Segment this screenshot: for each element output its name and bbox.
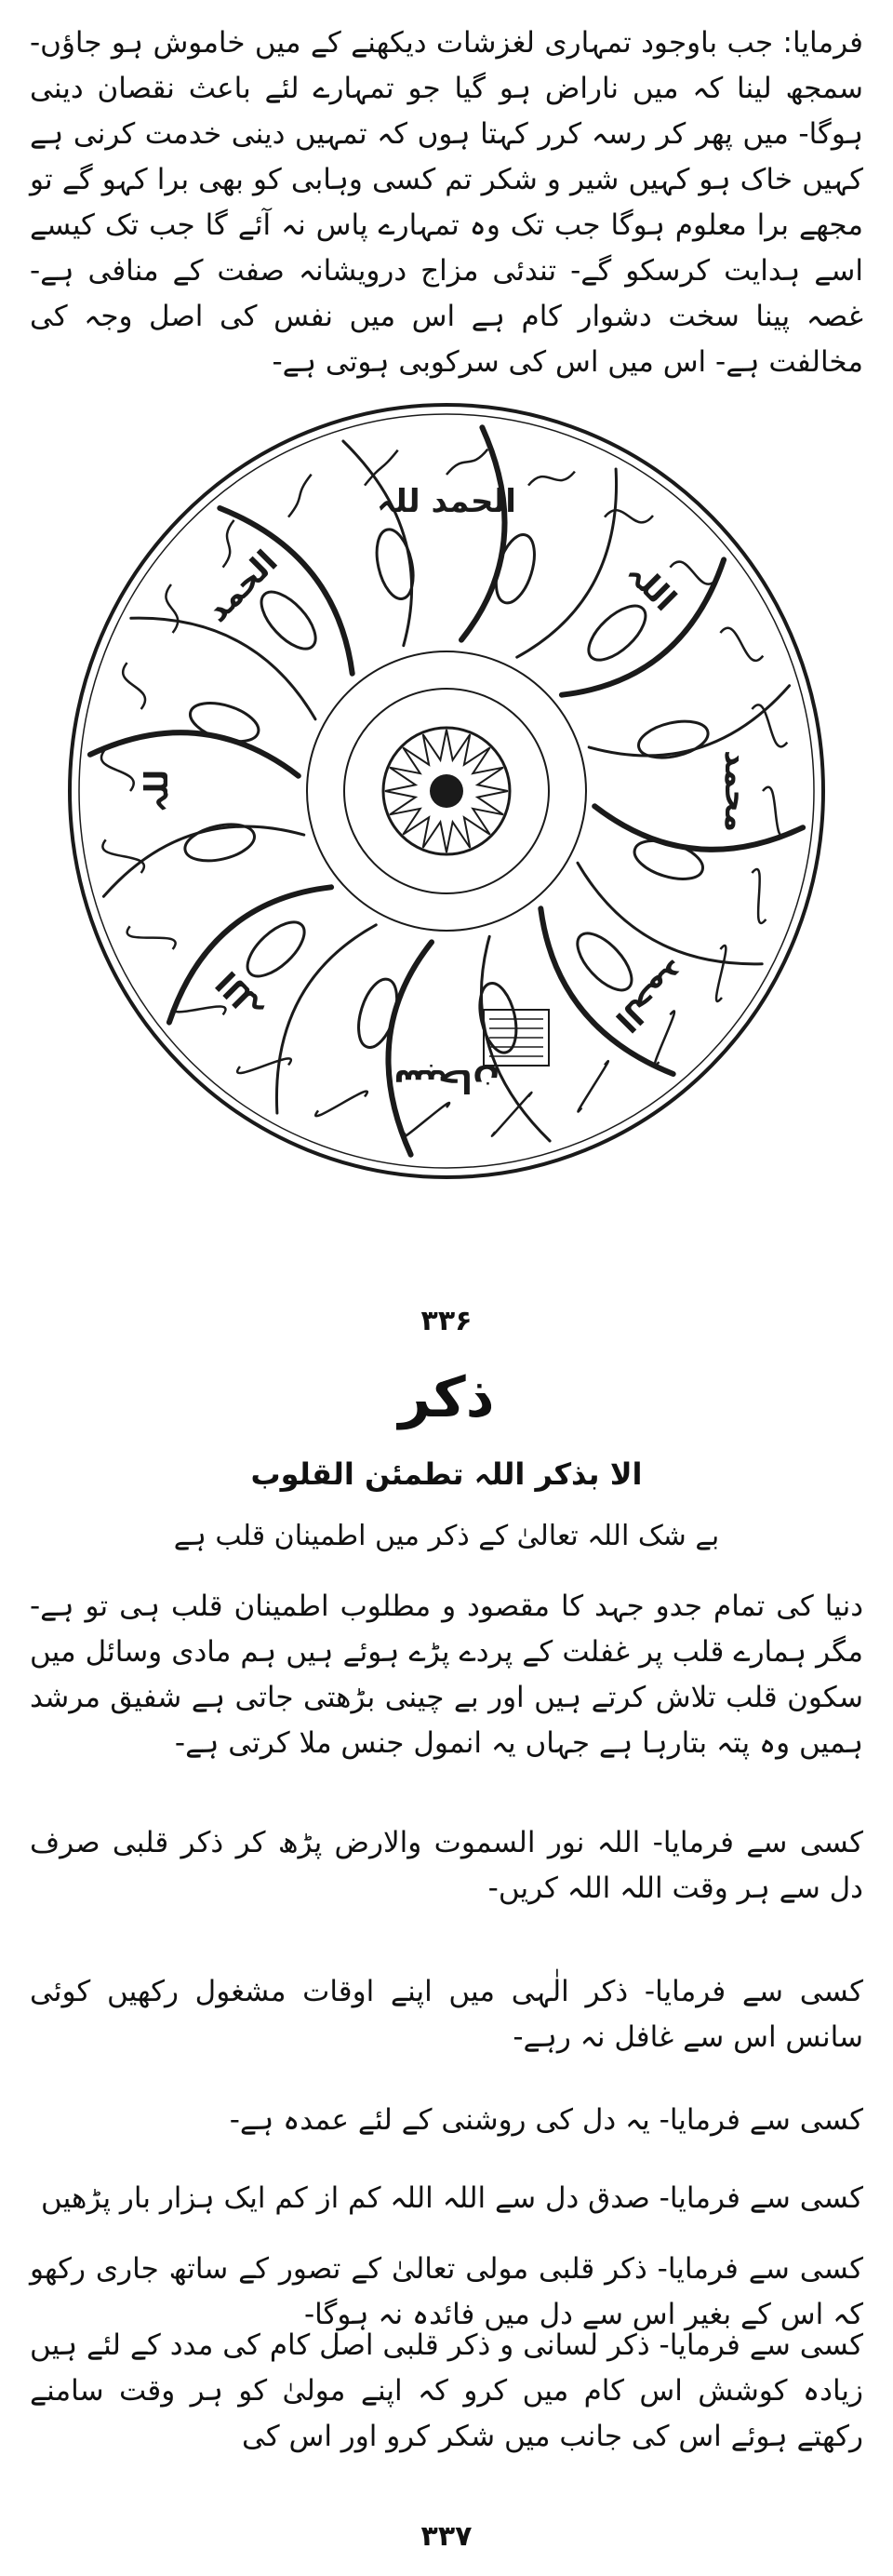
calligraphy-swirl [578, 1061, 607, 1111]
medallion-center [430, 774, 463, 808]
calligraphy-swirl [288, 475, 312, 517]
calligraphy-stroke [388, 942, 432, 1154]
calligraphy-swirl [752, 704, 787, 746]
calligraphy-loop [238, 913, 313, 986]
calligraphy-swirl [605, 510, 653, 522]
calligraphy-swirl [237, 1058, 291, 1073]
calligraphy-swirl [528, 472, 575, 486]
calligraphy-swirl [223, 520, 234, 568]
paragraph-saying: کسی سے فرمایا- اللہ نور السموت والارض پڑھ کر ذکر قلبی صرف دل سے ہر وقت اللہ اللہ کریں- [30, 1826, 863, 1905]
paragraph-saying: کسی سے فرمایا- یہ دل کی روشنی کے لئے عمدہ ہے- [229, 2103, 863, 2137]
calligraphy-loop [630, 833, 707, 886]
calligraphy-stroke [276, 925, 376, 1113]
calligraphy-swirl [173, 1003, 226, 1014]
paragraph-intro: دنیا کی تمام جدو جہد کا مقصود و مطلوب اطمینان قلب ہی تو ہے- مگر ہمارے قلب پر غفلت کے پردے پڑے ہوئے ہیں ہم مادی وسائل میں سکون قلب تلاش کرتے ہیں اور بے چینی بڑھتی جاتی ہے شفیق مرشد ہمیں وہ پتہ بتارہا ہے جہاں یہ انمول جنس ملا کرتی ہے- [30, 1590, 863, 1760]
calligraphy-swirl [127, 926, 176, 949]
verse-translation: بے شک اللہ تعالیٰ کے ذکر میں اطمینان قلب ہے [173, 1520, 720, 1552]
paragraph-saying: کسی سے فرمایا- ذکر لسانی و ذکر قلبی اصل کام کی مدد کے لئے ہیں زیادہ کوشش اس کام میں کرو کہ اپنے مولیٰ کو ہر وقت سامنے رکھتے ہوئے اس کی جانب میں شکر کرو اور اس کی [30, 2328, 863, 2453]
calligraphy-swirl [403, 1103, 449, 1137]
calligraphy-word: محمد [717, 750, 754, 832]
calligraphy-swirl [101, 750, 134, 791]
calligraphy-word: اللہ [209, 963, 274, 1028]
calligraphy-swirl [365, 450, 398, 486]
calligraphy-stroke [461, 427, 505, 639]
page-number: ۳۳۷ [420, 2520, 473, 2553]
calligraphy-word: الحمد [198, 543, 286, 630]
calligraphy-word: اللہ [619, 554, 684, 619]
calligraphy-swirl [102, 839, 144, 873]
calligraphy-swirl [315, 1092, 367, 1117]
calligraphy-swirl [446, 449, 487, 475]
section-heading: ذکر [398, 1365, 495, 1430]
calligraphy-loop [488, 530, 541, 608]
paragraph-saying: کسی سے فرمایا- ذکر الٰہی میں اپنے اوقات مشغول رکھیں کوئی سانس اس سے غافل نہ رہے- [30, 1975, 863, 2054]
calligraphy-stroke [90, 732, 299, 776]
quranic-verse: الا بذکر اللہ تطمئن القلوب [250, 1456, 643, 1492]
calligraphy-swirl [166, 584, 178, 633]
calligraphy-word: الحمد للہ [377, 483, 516, 520]
calligraphy-loop [252, 583, 325, 657]
calligraphy-word: الحمد [607, 952, 695, 1040]
calligraphy-medallion-icon [63, 398, 830, 1184]
calligraphy-swirl [763, 787, 788, 837]
calligraphy-loop [371, 526, 420, 602]
calligraphy-swirl [670, 562, 717, 584]
calligraphy-stroke [517, 469, 617, 657]
calligraphy-loop [568, 924, 641, 999]
page-number: ۳۳۶ [420, 1305, 473, 1337]
calligraphy-word: سبحان [393, 1062, 500, 1099]
opening-paragraph: فرمایا: جب باوجود تمہاری لغزشات دیکھنے کے میں خاموش ہو جاؤں- سمجھ لینا کہ میں ناراض ہو گیا جو تمہارے لئے باعث نقصان دینی ہوگا- میں پھر کر رسہ کرر کہتا ہوں کہ تمہیں دینی خدمت کرنی ہے کہیں خاک ہو کہیں شیر و شکر تم کسی وہابی کو بھی برا کہو گے تو مجھے برا معلوم ہوگا جب تک وہ تمہارے پاس نہ آئے گا جب تک کیسے اسے ہدایت کرسکو گے- تندئی مزاج درویشانہ صفت کے منافی ہے- غصہ پینا سخت دشوار کام ہے اس میں نفس کی اصل وجہ کی مخالفت ہے- اس میں اس کی سرکوبی ہوتی ہے- [30, 26, 863, 379]
calligraphy-swirl [123, 663, 145, 709]
calligraphy-loop [635, 716, 712, 764]
calligraphy-loop [352, 974, 405, 1052]
calligraphy-loop [473, 980, 522, 1056]
calligraphy-word: للہ [139, 769, 176, 813]
calligraphy-swirl [655, 1011, 674, 1066]
calligraphy-loop [186, 696, 263, 749]
calligraphy-loop [181, 818, 258, 866]
paragraph-saying: کسی سے فرمایا- صدق دل سے اللہ اللہ کم از کم ایک ہزار بار پڑھیں [41, 2181, 863, 2215]
calligraphy-swirl [720, 628, 763, 661]
calligraphy-loop [580, 597, 654, 669]
calligraphy-swirl [752, 869, 766, 923]
calligraphy-stroke [594, 806, 803, 850]
paragraph-saying: کسی سے فرمایا- ذکر قلبی مولی تعالیٰ کے تصور کے ساتھ جاری رکھو کہ اس کے بغیر اس سے دل میں فائدہ نہ ہوگا- [30, 2252, 863, 2331]
calligraphy-swirl [716, 946, 726, 1001]
